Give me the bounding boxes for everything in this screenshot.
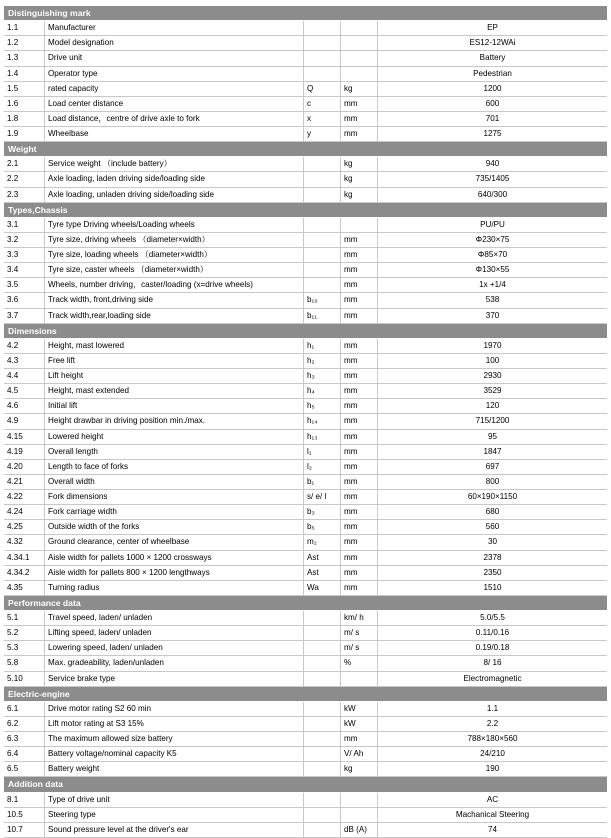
spec-description: Axle loading, unladen driving side/loading side (44, 188, 303, 202)
spec-description: rated capacity (44, 82, 303, 96)
spec-symbol (303, 172, 340, 186)
table-row (4, 490, 607, 505)
spec-number: 4.3 (7, 355, 19, 365)
spec-description: Length to face of forks (44, 460, 303, 474)
spec-value: 30 (377, 535, 607, 549)
spec-symbol: Wa (303, 581, 340, 595)
spec-number: 4.34.1 (7, 552, 30, 562)
spec-value: 1847 (377, 445, 607, 459)
spec-value: Electromagnetic (377, 672, 607, 686)
table-row (4, 672, 607, 687)
table-row (4, 384, 607, 399)
spec-value: 1200 (377, 82, 607, 96)
spec-unit: mm (340, 445, 377, 459)
spec-unit: kW (340, 717, 377, 731)
table-row (4, 535, 607, 550)
table-row (4, 36, 607, 51)
spec-unit: mm (340, 278, 377, 292)
spec-description: Fork carriage width (44, 505, 303, 519)
spec-description: Type of drive unit (44, 793, 303, 807)
table-row (4, 339, 607, 354)
spec-number: 6.3 (7, 734, 19, 743)
spec-unit: mm (340, 732, 377, 746)
spec-description: Ground clearance, center of wheelbase (44, 535, 303, 549)
spec-number: 1.3 (7, 53, 19, 63)
table-row (4, 172, 607, 187)
spec-description: Max. gradeability, laden/unladen (44, 656, 303, 670)
spec-number: 4.21 (7, 476, 23, 486)
spec-value: 560 (377, 520, 607, 534)
spec-symbol: Q (303, 82, 340, 96)
spec-symbol: s/ e/ l (303, 490, 340, 504)
table-row (4, 157, 607, 172)
spec-value: 1x +1/4 (377, 278, 607, 292)
spec-unit: mm (340, 399, 377, 413)
spec-description: Track width, front,driving side (44, 293, 303, 307)
section-header: Performance data (4, 596, 607, 611)
spec-value: PU/PU (377, 218, 607, 232)
spec-value: 640/300 (377, 188, 607, 202)
spec-value: 5.0/5.5 (377, 611, 607, 625)
spec-unit: mm (340, 263, 377, 277)
table-row (4, 430, 607, 445)
table-row (4, 641, 607, 656)
spec-unit (340, 672, 377, 686)
spec-number: 3.6 (7, 295, 19, 305)
table-row (4, 97, 607, 112)
spec-symbol: x (303, 112, 340, 126)
spec-symbol (303, 218, 340, 232)
spec-unit: mm (340, 520, 377, 534)
spec-value: 788×180×560 (377, 732, 607, 746)
spec-value: Battery (377, 51, 607, 65)
spec-description: Height, mast extended (44, 384, 303, 398)
table-row (4, 309, 607, 324)
spec-unit: m/ s (340, 641, 377, 655)
spec-number: 3.2 (7, 234, 19, 244)
spec-value: Φ230×75 (377, 233, 607, 247)
spec-value: 100 (377, 354, 607, 368)
spec-number: 10.5 (7, 809, 23, 819)
spec-value: Pedestrian (377, 67, 607, 81)
spec-symbol: h₂ (303, 354, 340, 368)
spec-number: 5.10 (7, 673, 23, 683)
spec-number: 4.22 (7, 492, 23, 501)
spec-unit: mm (340, 430, 377, 444)
spec-unit: mm (340, 581, 377, 595)
spec-unit: V/ Ah (340, 747, 377, 761)
spec-number: 4.15 (7, 431, 23, 441)
spec-description: Tyre size, driving wheels （diameter×width） (44, 233, 303, 247)
spec-unit: kg (340, 188, 377, 202)
spec-number: 5.3 (7, 643, 19, 653)
spec-unit: mm (340, 384, 377, 398)
spec-description: Height drawbar in driving position min./max. (44, 414, 303, 428)
spec-number: 6.5 (7, 764, 19, 774)
spec-unit (340, 36, 377, 50)
spec-description: Drive motor rating S2 60 min (44, 702, 303, 716)
spec-number: 3.1 (7, 219, 19, 229)
spec-number: 2.3 (7, 189, 19, 199)
table-row (4, 626, 607, 641)
spec-value: 800 (377, 475, 607, 489)
table-row (4, 611, 607, 626)
spec-value: 2930 (377, 369, 607, 383)
spec-description: Operator type (44, 67, 303, 81)
spec-number: 3.7 (7, 310, 19, 320)
table-row (4, 566, 607, 581)
section-header: Dimensions (4, 324, 607, 339)
spec-unit: mm (340, 535, 377, 549)
spec-value: 715/1200 (377, 414, 607, 428)
spec-symbol (303, 641, 340, 655)
spec-symbol: b₃ (303, 505, 340, 519)
spec-symbol (303, 188, 340, 202)
spec-description: Sound pressure level at the driver's ear (44, 823, 303, 837)
spec-value: Φ85×70 (377, 248, 607, 262)
spec-unit: mm (340, 293, 377, 307)
spec-description: Axle loading, laden driving side/loading side (44, 172, 303, 186)
spec-value: 0.19/0.18 (377, 641, 607, 655)
spec-number: 1.2 (7, 38, 19, 48)
spec-symbol (303, 747, 340, 761)
spec-description: Battery weight (44, 762, 303, 776)
spec-description: Service weight （include battery） (44, 157, 303, 171)
spec-symbol (303, 656, 340, 670)
spec-unit: mm (340, 566, 377, 580)
spec-description: Turning radius (44, 581, 303, 595)
spec-number: 2.2 (7, 174, 19, 184)
spec-unit: % (340, 656, 377, 670)
spec-symbol: h₁₃ (303, 430, 340, 444)
spec-value: 74 (377, 823, 607, 837)
spec-symbol (303, 717, 340, 731)
spec-symbol (303, 611, 340, 625)
spec-unit (340, 793, 377, 807)
spec-symbol: b₅ (303, 520, 340, 534)
spec-symbol: y (303, 127, 340, 141)
spec-description: Lift motor rating at S3 15% (44, 717, 303, 731)
spec-description: The maximum allowed size battery (44, 732, 303, 746)
spec-description: Tyre type Driving wheels/Loading wheels (44, 218, 303, 232)
table-row (4, 233, 607, 248)
spec-number: 4.25 (7, 522, 23, 532)
table-row (4, 762, 607, 777)
table-row (4, 475, 607, 490)
spec-value: 2350 (377, 566, 607, 580)
spec-unit: mm (340, 339, 377, 353)
spec-symbol: l₂ (303, 460, 340, 474)
table-row (4, 51, 607, 66)
spec-description: Aisle width for pallets 800 × 1200 lengthways (44, 566, 303, 580)
spec-description: Aisle width for pallets 1000 × 1200 crossways (44, 551, 303, 565)
spec-unit (340, 67, 377, 81)
spec-description: Lowering speed, laden/ unladen (44, 641, 303, 655)
spec-symbol (303, 51, 340, 65)
spec-symbol: b₁ (303, 475, 340, 489)
spec-description: Steering type (44, 808, 303, 822)
spec-symbol (303, 823, 340, 837)
spec-unit: dB (A) (340, 823, 377, 837)
spec-unit: km/ h (340, 611, 377, 625)
spec-number: 3.3 (7, 250, 19, 259)
spec-symbol (303, 762, 340, 776)
spec-symbol (303, 702, 340, 716)
spec-symbol (303, 36, 340, 50)
table-row (4, 67, 607, 82)
spec-description: Lift height (44, 369, 303, 383)
spec-unit: kW (340, 702, 377, 716)
spec-value: 24/210 (377, 747, 607, 761)
spec-description: Tyre size, caster wheels （diameter×width） (44, 263, 303, 277)
spec-symbol (303, 672, 340, 686)
spec-description: Model designation (44, 36, 303, 50)
spec-description: Travel speed, laden/ unladen (44, 611, 303, 625)
spec-number: 4.6 (7, 401, 19, 411)
spec-number: 4.9 (7, 416, 19, 426)
spec-unit: mm (340, 551, 377, 565)
spec-value: 701 (377, 112, 607, 126)
spec-symbol: b₁₁ (303, 309, 340, 323)
spec-value: 3529 (377, 384, 607, 398)
spec-number: 4.20 (7, 461, 23, 471)
spec-symbol: h₁₄ (303, 414, 340, 428)
spec-description: Battery voltage/nominal capacity K5 (44, 747, 303, 761)
spec-symbol (303, 233, 340, 247)
spec-value: 1275 (377, 127, 607, 141)
spec-value: 1510 (377, 581, 607, 595)
spec-unit (340, 21, 377, 35)
spec-number: 5.8 (7, 658, 19, 668)
spec-value: 0.11/0.16 (377, 626, 607, 640)
spec-description: Lowered height (44, 430, 303, 444)
table-row (4, 505, 607, 520)
spec-number: 3.5 (7, 280, 19, 290)
spec-unit: mm (340, 233, 377, 247)
table-row (4, 445, 607, 460)
spec-number: 3.4 (7, 265, 19, 275)
table-row (4, 732, 607, 747)
section-header: Weight (4, 142, 607, 157)
spec-unit: mm (340, 475, 377, 489)
spec-unit: mm (340, 505, 377, 519)
spec-number: 1.8 (7, 113, 19, 123)
spec-value: 2.2 (377, 717, 607, 731)
spec-unit (340, 51, 377, 65)
spec-symbol: b₁₀ (303, 293, 340, 307)
spec-unit: mm (340, 460, 377, 474)
spec-description: Height, mast lowered (44, 339, 303, 353)
spec-number: 4.5 (7, 386, 19, 396)
spec-number: 5.2 (7, 628, 19, 638)
spec-value: Machanical Steering (377, 808, 607, 822)
spec-number: 4.34.2 (7, 567, 30, 577)
spec-sheet (4, 6, 607, 838)
spec-value: 538 (377, 293, 607, 307)
spec-symbol: Ast (303, 551, 340, 565)
spec-number: 5.1 (7, 613, 19, 622)
spec-number: 1.1 (7, 23, 19, 33)
spec-unit (340, 218, 377, 232)
spec-value: 120 (377, 399, 607, 413)
spec-description: Fork dimensions (44, 490, 303, 504)
spec-symbol (303, 21, 340, 35)
table-row (4, 293, 607, 308)
table-row (4, 793, 607, 808)
spec-unit: mm (340, 369, 377, 383)
spec-description: Overall width (44, 475, 303, 489)
spec-value: 735/1405 (377, 172, 607, 186)
spec-unit: kg (340, 157, 377, 171)
spec-value: EP (377, 21, 607, 35)
spec-number: 10.7 (7, 824, 23, 834)
spec-description: Initial lift (44, 399, 303, 413)
spec-unit: mm (340, 309, 377, 323)
spec-symbol (303, 808, 340, 822)
spec-number: 4.19 (7, 446, 23, 456)
spec-symbol: l₁ (303, 445, 340, 459)
spec-description: Wheelbase (44, 127, 303, 141)
spec-symbol (303, 793, 340, 807)
spec-number: 6.4 (7, 749, 19, 759)
spec-description: Wheels, number driving，caster/loading (x=drive wheels) (44, 278, 303, 292)
spec-number: 2.1 (7, 159, 19, 169)
spec-description: Load center distance (44, 97, 303, 111)
spec-description: Load distance，centre of drive axle to fork (44, 112, 303, 126)
spec-value: ES12-12WAi (377, 36, 607, 50)
spec-symbol: h₁ (303, 339, 340, 353)
table-row (4, 747, 607, 762)
spec-symbol: h₅ (303, 399, 340, 413)
table-row (4, 414, 607, 429)
spec-unit: mm (340, 97, 377, 111)
spec-value: 1970 (377, 339, 607, 353)
spec-value: 600 (377, 97, 607, 111)
table-row (4, 112, 607, 127)
spec-value: AC (377, 793, 607, 807)
spec-value: Φ130×55 (377, 263, 607, 277)
spec-number: 6.1 (7, 703, 19, 713)
spec-value: 370 (377, 309, 607, 323)
spec-value: 680 (377, 505, 607, 519)
spec-description: Service brake type (44, 672, 303, 686)
spec-unit: kg (340, 82, 377, 96)
spec-description: Track width,rear,loading side (44, 309, 303, 323)
spec-value: 1.1 (377, 702, 607, 716)
spec-unit: kg (340, 172, 377, 186)
spec-symbol: Ast (303, 566, 340, 580)
spec-description: Free lift (44, 354, 303, 368)
spec-number: 4.35 (7, 582, 23, 592)
spec-description: Lifting speed, laden/ unladen (44, 626, 303, 640)
spec-symbol: c (303, 97, 340, 111)
table-row (4, 808, 607, 823)
section-header: Addition data (4, 777, 607, 792)
table-row (4, 278, 607, 293)
spec-unit (340, 808, 377, 822)
spec-symbol: h₄ (303, 384, 340, 398)
spec-description: Manufacturer (44, 21, 303, 35)
table-row (4, 82, 607, 97)
spec-symbol (303, 157, 340, 171)
spec-number: 4.24 (7, 507, 23, 517)
table-row (4, 656, 607, 671)
spec-value: 940 (377, 157, 607, 171)
table-row (4, 218, 607, 233)
table-row (4, 369, 607, 384)
spec-value: 697 (377, 460, 607, 474)
section-header: Types,Chassis (4, 203, 607, 218)
spec-description: Overall length (44, 445, 303, 459)
spec-symbol (303, 732, 340, 746)
table-row (4, 188, 607, 203)
table-row (4, 581, 607, 596)
spec-value: 95 (377, 430, 607, 444)
spec-number: 1.4 (7, 68, 19, 78)
spec-number: 4.4 (7, 371, 19, 380)
spec-symbol (303, 248, 340, 262)
table-row (4, 520, 607, 535)
spec-value: 8/ 16 (377, 656, 607, 670)
spec-number: 4.2 (7, 340, 19, 350)
table-row (4, 399, 607, 414)
spec-number: 4.32 (7, 537, 23, 547)
spec-number: 6.2 (7, 718, 19, 728)
spec-value: 2378 (377, 551, 607, 565)
spec-description: Outside width of the forks (44, 520, 303, 534)
spec-symbol (303, 278, 340, 292)
section-header: Distinguishing mark (4, 6, 607, 21)
spec-unit: kg (340, 762, 377, 776)
table-row (4, 127, 607, 142)
spec-unit: mm (340, 112, 377, 126)
spec-number: 1.5 (7, 83, 19, 93)
spec-unit: mm (340, 414, 377, 428)
spec-symbol (303, 263, 340, 277)
spec-unit: mm (340, 354, 377, 368)
spec-description: Drive unit (44, 51, 303, 65)
table-row (4, 717, 607, 732)
spec-symbol (303, 626, 340, 640)
table-row (4, 263, 607, 278)
spec-number: 1.9 (7, 129, 19, 138)
table-row (4, 21, 607, 36)
spec-value: 190 (377, 762, 607, 776)
spec-unit: mm (340, 490, 377, 504)
table-row (4, 354, 607, 369)
spec-symbol: h₃ (303, 369, 340, 383)
table-row (4, 248, 607, 263)
spec-unit: mm (340, 127, 377, 141)
table-row (4, 823, 607, 838)
spec-value: 60×190×1150 (377, 490, 607, 504)
spec-description: Tyre size, loading wheels （diameter×width） (44, 248, 303, 262)
table-row (4, 460, 607, 475)
spec-number: 1.6 (7, 98, 19, 108)
table-row (4, 702, 607, 717)
section-header: Electric-engine (4, 687, 607, 702)
table-row (4, 551, 607, 566)
spec-symbol (303, 67, 340, 81)
spec-unit: m/ s (340, 626, 377, 640)
spec-symbol: m₂ (303, 535, 340, 549)
spec-unit: mm (340, 248, 377, 262)
spec-number: 8.1 (7, 794, 19, 804)
